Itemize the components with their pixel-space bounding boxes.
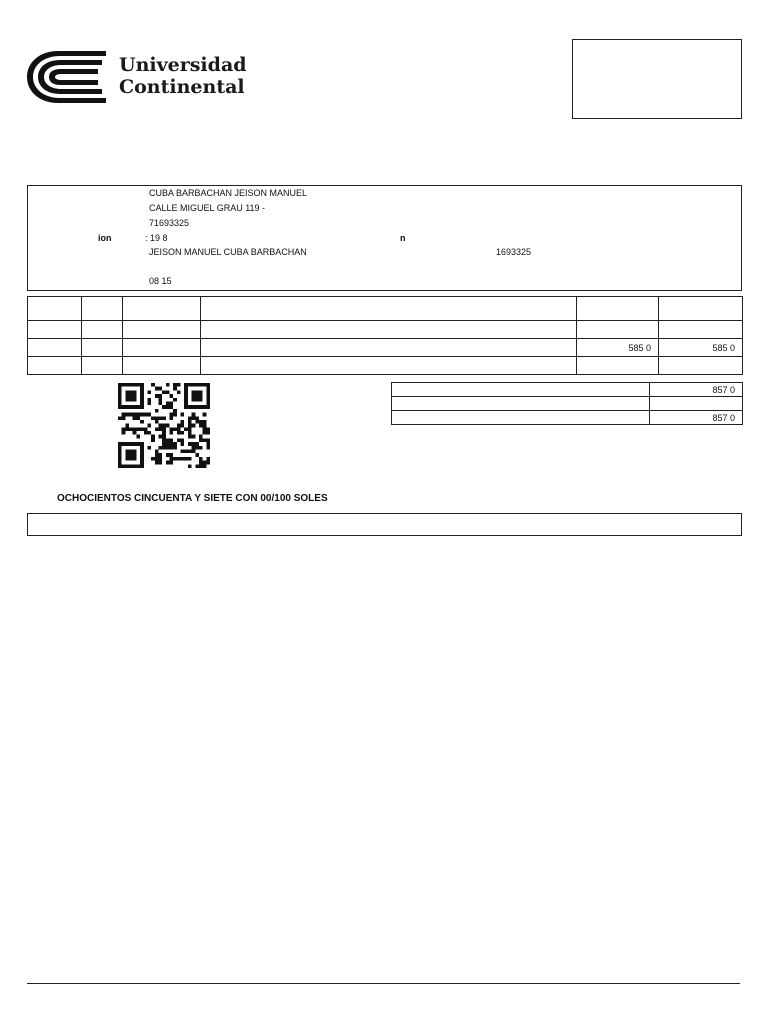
- item-unit-price: [577, 357, 659, 375]
- item-code: [123, 357, 201, 375]
- item-unit: [82, 321, 123, 339]
- item-total: 585 0: [659, 339, 743, 357]
- table-row: [392, 397, 743, 411]
- totals-label: [392, 397, 650, 411]
- totals-value: [650, 397, 743, 411]
- items-header-cell: [577, 297, 659, 321]
- items-header-cell: [28, 297, 82, 321]
- customer-document-number: 71693325: [149, 218, 190, 228]
- amount-in-words: OCHOCIENTOS CINCUENTA Y SIETE CON 00/100 SOLES: [57, 493, 328, 504]
- items-header-row: [28, 297, 743, 321]
- item-code: [123, 339, 201, 357]
- field-label-n: n: [400, 233, 406, 243]
- brand-logo: [26, 48, 256, 108]
- totals-label: [392, 411, 650, 425]
- table-row: [28, 321, 743, 339]
- issue-time: 08 15: [149, 276, 172, 286]
- table-row: [28, 339, 743, 357]
- item-unit: [82, 357, 123, 375]
- item-total: [659, 321, 743, 339]
- items-header-cell: [201, 297, 577, 321]
- item-unit-price: [577, 321, 659, 339]
- qr-code-icon: [118, 383, 210, 468]
- item-quantity: [28, 321, 82, 339]
- student-code: 1693325: [496, 247, 532, 257]
- item-description: [201, 357, 577, 375]
- totals-table: [391, 382, 743, 425]
- customer-info-box: [27, 185, 742, 291]
- item-description: [201, 339, 577, 357]
- item-description: [201, 321, 577, 339]
- item-quantity: [28, 357, 82, 375]
- brand-line-2: Continental: [119, 76, 245, 98]
- table-row: [392, 411, 743, 425]
- items-header-cell: [123, 297, 201, 321]
- continental-c-logo-icon: [26, 48, 110, 106]
- issue-date-value: : 19 8: [145, 233, 168, 243]
- table-row: [392, 383, 743, 397]
- item-code: [123, 321, 201, 339]
- item-total: [659, 357, 743, 375]
- items-header-cell: [82, 297, 123, 321]
- table-row: [28, 357, 743, 375]
- totals-value: 857 0: [650, 383, 743, 397]
- student-name: JEISON MANUEL CUBA BARBACHAN: [149, 247, 307, 257]
- brand-name: [119, 54, 247, 98]
- document-number-box: [572, 39, 742, 119]
- issue-date-label: ion: [98, 233, 112, 243]
- item-unit-price: 585 0: [577, 339, 659, 357]
- totals-label: [392, 383, 650, 397]
- items-table: [27, 296, 743, 375]
- footer-divider: [27, 983, 740, 984]
- customer-address: CALLE MIGUEL GRAU 119 -: [149, 203, 266, 213]
- totals-value: 857 0: [650, 411, 743, 425]
- item-quantity: [28, 339, 82, 357]
- items-header-cell: [659, 297, 743, 321]
- customer-name: CUBA BARBACHAN JEISON MANUEL: [149, 188, 308, 198]
- brand-line-1: Universidad: [119, 54, 247, 76]
- item-unit: [82, 339, 123, 357]
- observations-box: [27, 513, 742, 536]
